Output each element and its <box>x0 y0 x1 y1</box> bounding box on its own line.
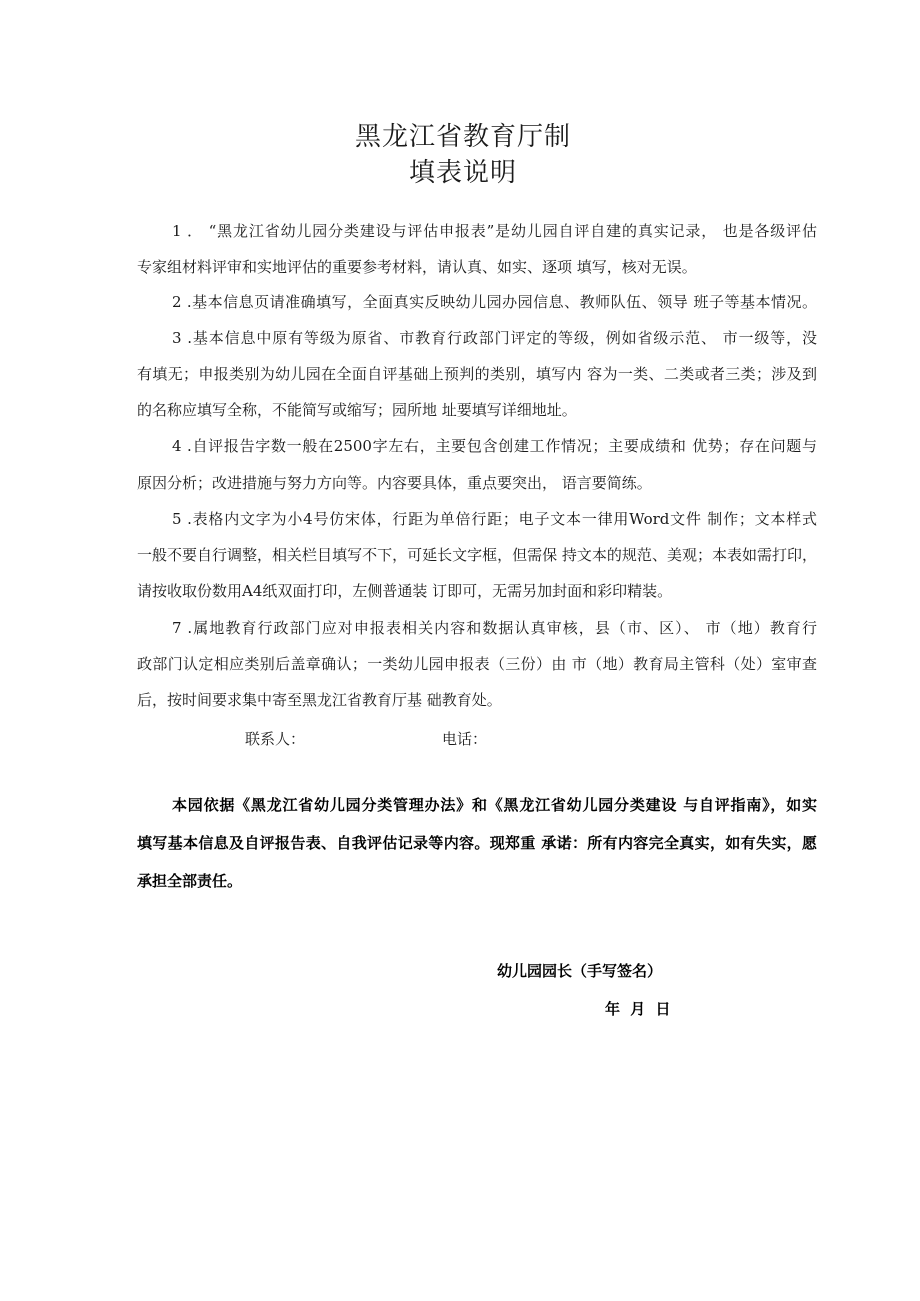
document-title: 黑龙江省教育厅制 <box>354 122 571 152</box>
pledge-line-3: 承担全部责任。 <box>137 872 243 890</box>
document-subtitle: 填表说明 <box>408 158 517 188</box>
instruction-5-line-1: 5 .表格内文字为小4号仿宋体，行距为单倍行距；电子文本一律用Word文件 制作；文本样式 <box>172 510 817 528</box>
instruction-3-line-3: 的名称应填写全称，不能简写或缩写；园所地 址要填写详细地址。 <box>137 401 577 419</box>
signature-label: 幼儿园园长（手写签名） <box>497 962 663 980</box>
instruction-3-line-2: 有填无；申报类别为幼儿园在全面自评基础上预判的类别，填写内 容为一类、二类或者三类；涉及到 <box>137 365 817 383</box>
pledge-line-2: 填写基本信息及自评报告表、自我评估记录等内容。现郑重 承诺：所有内容完全真实，如有失实，愿 <box>137 834 817 852</box>
contact-person-label: 联系人： <box>245 730 306 748</box>
instruction-3-line-1: 3 .基本信息中原有等级为原省、市教育行政部门评定的等级，例如省级示范、 市一级等，没 <box>172 329 817 347</box>
instruction-5-line-3: 请按收取份数用A4纸双面打印，左侧普通装 订即可，无需另加封面和彩印精装。 <box>137 582 673 600</box>
pledge-line-1: 本园依据《黑龙江省幼儿园分类管理办法》和《黑龙江省幼儿园分类建设 与自评指南》，如实 <box>172 796 817 814</box>
instruction-7-line-3: 后，按时间要求集中寄至黑龙江省教育厅基 础教育处。 <box>137 691 502 709</box>
instruction-7-line-1: 7 .属地教育行政部门应对申报表相关内容和数据认真审核，县（市、区）、 市（地）教育行 <box>172 619 817 637</box>
instruction-2-line-1: 2 .基本信息页请准确填写，全面真实反映幼儿园办园信息、教师队伍、领导 班子等基本情况。 <box>172 293 817 311</box>
signature-date: 年 月 日 <box>605 1000 671 1018</box>
instruction-7-line-2: 政部门认定相应类别后盖章确认；一类幼儿园申报表（三份）由 市（地）教育局主管科（处）室审查 <box>137 655 817 673</box>
instruction-5-line-2: 一般不要自行调整，相关栏目填写不下，可延长文字框，但需保 持文本的规范、美观；本表如需打印， <box>137 546 817 564</box>
instruction-1-line-1: 1 ． “黑龙江省幼儿园分类建设与评估申报表”是幼儿园自评自建的真实记录， 也是各级评估 <box>172 222 817 240</box>
instruction-4-line-2: 原因分析；改进措施与努力方向等。内容要具体，重点要突出， 语言要简练。 <box>137 474 652 492</box>
instruction-1-line-2: 专家组材料评审和实地评估的重要参考材料，请认真、如实、逐项 填写，核对无误。 <box>137 258 697 276</box>
instruction-4-line-1: 4 .自评报告字数一般在2500字左右，主要包含创建工作情况；主要成绩和 优势；存在问题与 <box>172 437 817 455</box>
contact-phone-label: 电话： <box>442 730 488 748</box>
